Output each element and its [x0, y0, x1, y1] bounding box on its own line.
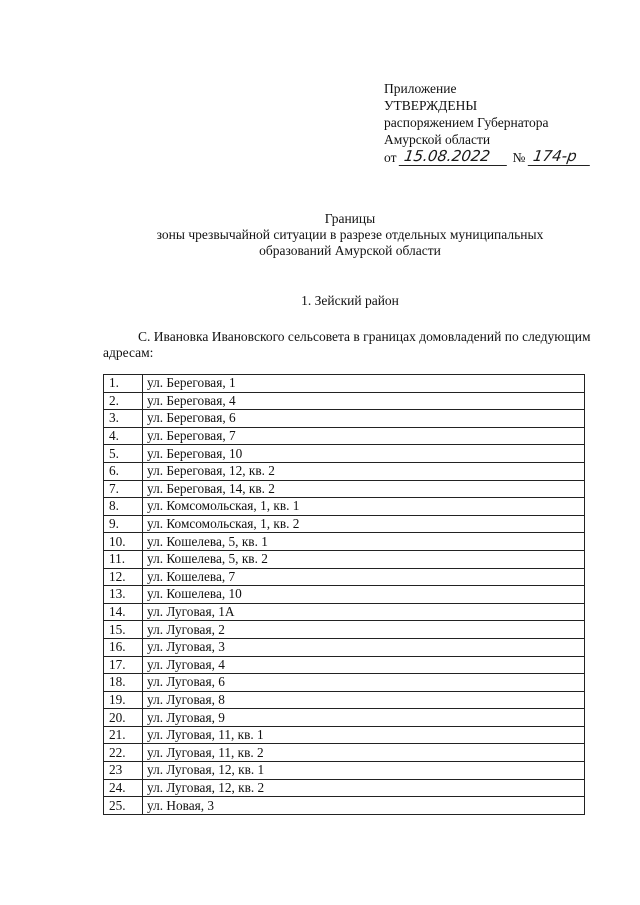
row-number: 6. — [104, 462, 143, 480]
table-row — [104, 568, 585, 586]
row-number: 20. — [104, 709, 143, 727]
row-number: 22. — [104, 744, 143, 762]
approval-header — [384, 80, 591, 166]
row-number: 4. — [104, 427, 143, 445]
appendix-label: Приложение — [384, 81, 457, 96]
table-row — [104, 674, 585, 692]
row-address: ул. Луговая, 12, кв. 2 — [143, 779, 585, 797]
table-row — [104, 603, 585, 621]
table-row — [104, 726, 585, 744]
table-row — [104, 410, 585, 428]
table-row — [104, 445, 585, 463]
region-label: Амурской области — [384, 132, 491, 147]
row-number: 17. — [104, 656, 143, 674]
handwritten-date: 15.08.2022 — [399, 148, 510, 166]
row-number: 11. — [104, 550, 143, 568]
row-number: 23 — [104, 762, 143, 780]
table-row — [104, 550, 585, 568]
approved-label: УТВЕРЖДЕНЫ — [384, 98, 478, 113]
row-number: 24. — [104, 779, 143, 797]
address-table-body — [104, 375, 585, 815]
title-line-3: образований Амурской области — [259, 243, 441, 258]
table-row — [104, 656, 585, 674]
table-row — [104, 462, 585, 480]
row-number: 25. — [104, 797, 143, 815]
row-address: ул. Кошелева, 5, кв. 1 — [143, 533, 585, 551]
row-number: 15. — [104, 621, 143, 639]
row-number: 19. — [104, 691, 143, 709]
intro-paragraph: С. Ивановка Ивановского сельсовета в границах домовладений по следующим адресам: — [103, 329, 591, 360]
row-address: ул. Луговая, 9 — [143, 709, 585, 727]
row-number: 9. — [104, 515, 143, 533]
row-address: ул. Новая, 3 — [143, 797, 585, 815]
row-address: ул. Луговая, 12, кв. 1 — [143, 762, 585, 780]
table-row — [104, 709, 585, 727]
title-line-2: зоны чрезвычайной ситуации в разрезе отдельных муниципальных — [156, 227, 544, 242]
row-number: 7. — [104, 480, 143, 498]
address-table — [103, 374, 585, 815]
row-address: ул. Луговая, 4 — [143, 656, 585, 674]
row-address: ул. Береговая, 10 — [143, 445, 585, 463]
number-prefix: № — [512, 150, 526, 165]
row-number: 18. — [104, 674, 143, 692]
row-number: 14. — [104, 603, 143, 621]
row-address: ул. Луговая, 3 — [143, 638, 585, 656]
row-address: ул. Береговая, 6 — [143, 410, 585, 428]
row-address: ул. Луговая, 11, кв. 2 — [143, 744, 585, 762]
row-number: 16. — [104, 638, 143, 656]
table-row — [104, 762, 585, 780]
row-number: 3. — [104, 410, 143, 428]
row-number: 8. — [104, 498, 143, 516]
row-address: ул. Береговая, 12, кв. 2 — [143, 462, 585, 480]
table-row — [104, 533, 585, 551]
row-number: 10. — [104, 533, 143, 551]
row-address: ул. Комсомольская, 1, кв. 1 — [143, 498, 585, 516]
row-number: 2. — [104, 392, 143, 410]
row-address: ул. Луговая, 8 — [143, 691, 585, 709]
table-row — [104, 744, 585, 762]
decree-label: распоряжением Губернатора — [384, 115, 549, 130]
row-address: ул. Береговая, 4 — [143, 392, 585, 410]
row-address: ул. Береговая, 14, кв. 2 — [143, 480, 585, 498]
document-title — [60, 211, 640, 259]
row-number: 1. — [104, 375, 143, 393]
table-row — [104, 427, 585, 445]
table-row — [104, 480, 585, 498]
row-address: ул. Комсомольская, 1, кв. 2 — [143, 515, 585, 533]
table-row — [104, 797, 585, 815]
date-prefix: от — [384, 150, 397, 165]
row-address: ул. Луговая, 1А — [143, 603, 585, 621]
table-row — [104, 515, 585, 533]
section-title: 1. Зейский район — [301, 293, 399, 308]
row-address: ул. Луговая, 2 — [143, 621, 585, 639]
table-row — [104, 779, 585, 797]
row-address: ул. Кошелева, 10 — [143, 586, 585, 604]
table-row — [104, 586, 585, 604]
table-row — [104, 621, 585, 639]
table-row — [104, 691, 585, 709]
handwritten-number: 174-р — [528, 148, 593, 166]
row-address: ул. Береговая, 7 — [143, 427, 585, 445]
title-line-1: Границы — [324, 211, 376, 226]
row-address: ул. Береговая, 1 — [143, 375, 585, 393]
row-address: ул. Кошелева, 5, кв. 2 — [143, 550, 585, 568]
row-number: 13. — [104, 586, 143, 604]
table-row — [104, 498, 585, 516]
row-number: 12. — [104, 568, 143, 586]
table-row — [104, 375, 585, 393]
row-number: 5. — [104, 445, 143, 463]
row-address: ул. Кошелева, 7 — [143, 568, 585, 586]
date-number-line — [384, 148, 591, 166]
table-row — [104, 392, 585, 410]
row-address: ул. Луговая, 6 — [143, 674, 585, 692]
table-row — [104, 638, 585, 656]
row-address: ул. Луговая, 11, кв. 1 — [143, 726, 585, 744]
row-number: 21. — [104, 726, 143, 744]
